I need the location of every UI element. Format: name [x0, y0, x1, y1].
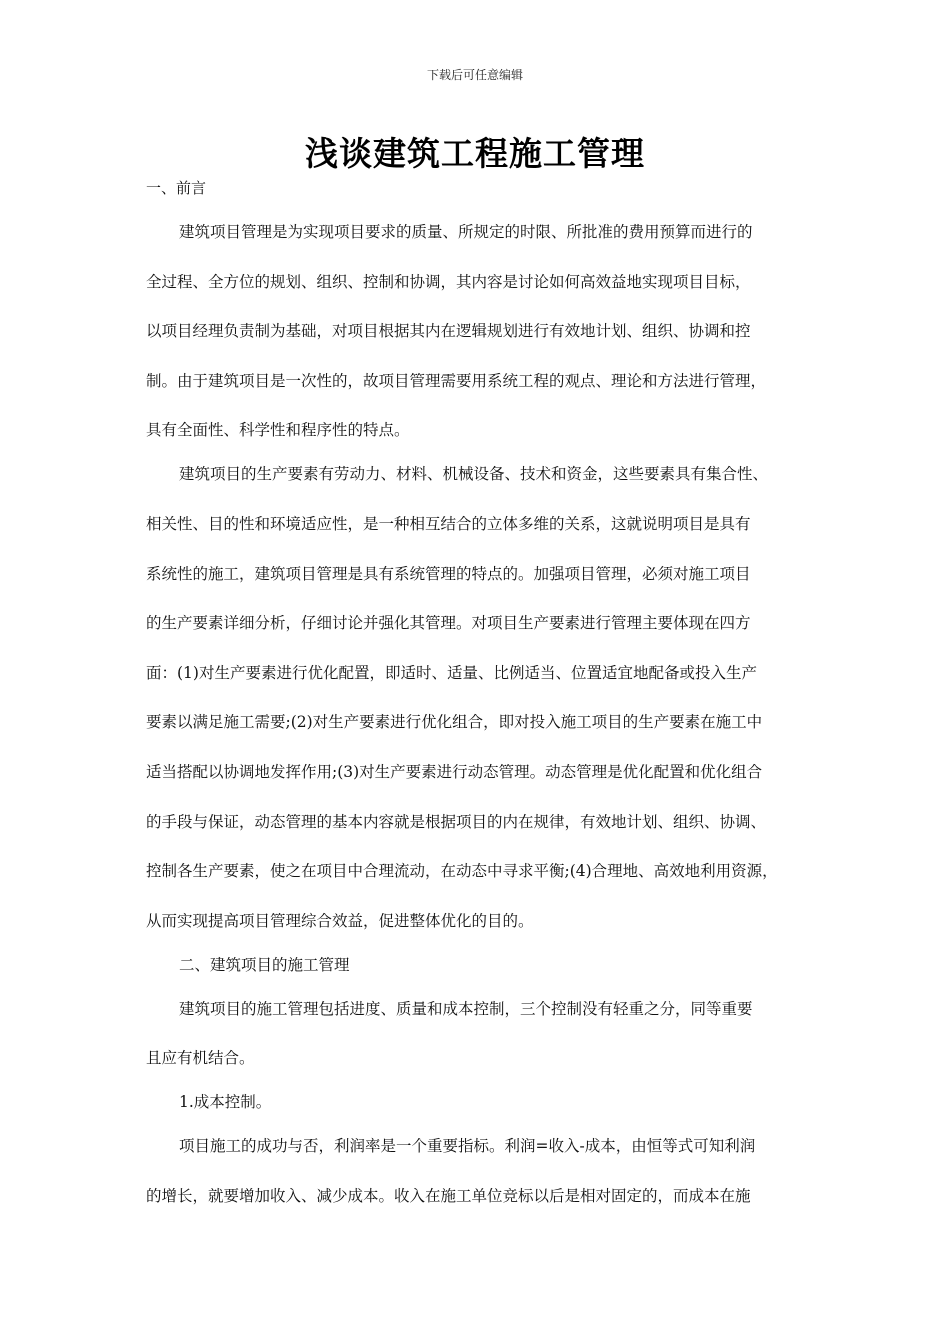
- text-line: 的手段与保证，动态管理的基本内容就是根据项目的内在规律，有效地计划、组织、协调、: [146, 812, 767, 831]
- text-line: 具有全面性、科学性和程序性的特点。: [146, 421, 410, 440]
- header-note: 下载后可任意编辑: [426, 68, 523, 82]
- text-line: 项目施工的成功与否，利润率是一个重要指标。利润=收入-成本，由恒等式可知利润: [179, 1137, 756, 1156]
- text-line: 的增长，就要增加收入、减少成本。收入在施工单位竞标以后是相对固定的，而成本在施: [146, 1186, 751, 1205]
- text-line: 建筑项目的生产要素有劳动力、材料、机械设备、技术和资金，这些要素具有集合性、: [179, 465, 769, 484]
- text-line: 建筑项目的施工管理包括进度、质量和成本控制，三个控制没有轻重之分，同等重要: [179, 999, 753, 1018]
- text-line: 建筑项目管理是为实现项目要求的质量、所规定的时限、所批准的费用预算而进行的: [179, 223, 753, 241]
- body-text: [146, 215, 812, 1229]
- text-line: 二、建筑项目的施工管理: [179, 955, 350, 974]
- text-line: 系统性的施工，建筑项目管理是具有系统管理的特点的。加强项目管理，必须对施工项目: [146, 564, 751, 583]
- text-line: 的生产要素详细分析，仔细讨论并强化其管理。对项目生产要素进行管理主要体现在四方: [146, 614, 751, 633]
- text-line: 面：(1)对生产要素进行优化配置，即适时、适量、比例适当、位置适宜地配备或投入生产: [146, 663, 757, 682]
- text-line: 1.成本控制。: [179, 1093, 272, 1112]
- text-line: 控制各生产要素，使之在项目中合理流动，在动态中寻求平衡;(4)合理地、高效地利用资源，: [146, 862, 778, 881]
- text-line: 从而实现提高项目管理综合效益，促进整体优化的目的。: [146, 911, 534, 930]
- text-line: 制。由于建筑项目是一次性的，故项目管理需要用系统工程的观点、理论和方法进行管理，: [146, 371, 767, 390]
- section-heading-preface: 一、前言: [146, 179, 207, 197]
- text-line: 要素以满足施工需要;(2)对生产要素进行优化组合，即对投入施工项目的生产要素在施工中: [146, 713, 763, 732]
- text-line: 以项目经理负责制为基础，对项目根据其内在逻辑规划进行有效地计划、组织、协调和控: [146, 322, 751, 341]
- document-title: 浅谈建筑工程施工管理: [305, 134, 645, 173]
- text-line: 且应有机结合。: [146, 1049, 255, 1068]
- text-line: 全过程、全方位的规划、组织、控制和协调，其内容是讨论如何高效益地实现项目目标，: [146, 272, 751, 291]
- text-line: 相关性、目的性和环境适应性，是一种相互结合的立体多维的关系，这就说明项目是具有: [146, 514, 751, 533]
- text-line: 适当搭配以协调地发挥作用;(3)对生产要素进行动态管理。动态管理是优化配置和优化组合: [146, 762, 763, 781]
